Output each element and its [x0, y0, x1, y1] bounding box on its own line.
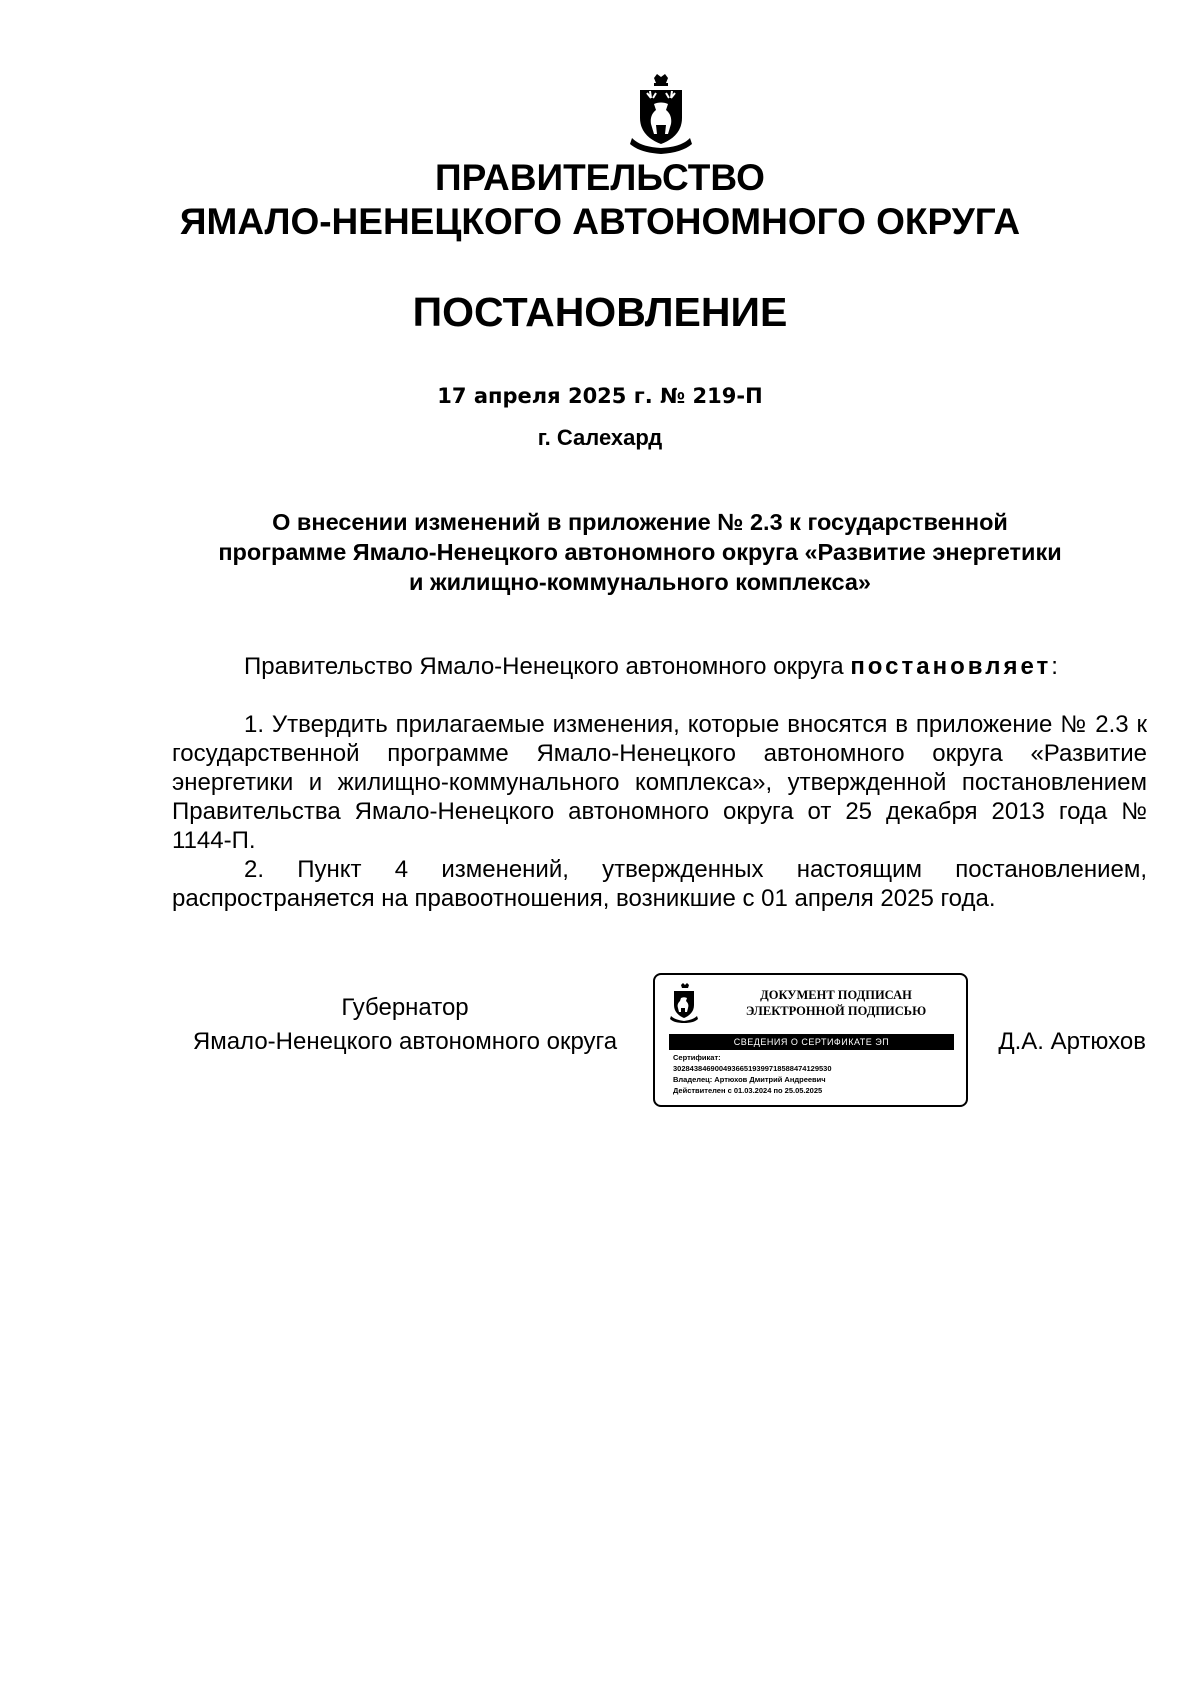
- stamp-coat-of-arms-icon: [669, 983, 699, 1023]
- subject-line-1: О внесении изменений в приложение № 2.3 к государственной: [272, 509, 1008, 535]
- stamp-title: [711, 987, 961, 1019]
- signatory-position: [168, 991, 642, 1059]
- city: г. Салехард: [537, 425, 663, 450]
- preamble-colon: :: [1051, 653, 1058, 680]
- org-name-line1: ПРАВИТЕЛЬСТВО: [435, 157, 765, 198]
- certificate-owner: Владелец: Артюхов Дмитрий Андреевич: [673, 1075, 826, 1084]
- certificate-label: Сертификат:: [673, 1053, 721, 1062]
- paragraph-item-2: 2. Пункт 4 изменений, утвержденных настоящим постановлением, распространяется на правоотношения, возникшие с 01 апреля 2025 года.: [172, 856, 1147, 912]
- date-number: 17 апреля 2025 г. № 219-П: [437, 384, 763, 408]
- certificate-validity: Действителен с 01.03.2024 по 25.05.2025: [673, 1086, 823, 1095]
- stamp-title-line-2: ЭЛЕКТРОННОЙ ПОДПИСЬЮ: [745, 1004, 927, 1018]
- preamble-text: Правительство Ямало-Ненецкого автономного округа: [244, 653, 844, 680]
- paragraph-item-1: 1. Утвердить прилагаемые изменения, которые вносятся в приложение № 2.3 к государственной программе Ямало-Ненецкого автономного округа «Развитие энергетики и жилищно-коммунального комплекса», утвержденной постановлением Правительства Ямало-Ненецкого автономного округа от 25 декабря 2013 года № 1144-П.: [172, 711, 1147, 854]
- position-line-1: Губернатор: [341, 994, 469, 1021]
- org-name-line2: ЯМАЛО-НЕНЕЦКОГО АВТОНОМНОГО ОКРУГА: [179, 201, 1021, 242]
- signatory-name: Д.А. Артюхов: [998, 1028, 1146, 1055]
- subject-line-2: программе Ямало-Ненецкого автономного округа «Развитие энергетики: [218, 539, 1062, 565]
- preamble-verb: постановляет: [850, 653, 1052, 680]
- position-line-2: Ямало-Ненецкого автономного округа: [192, 1028, 618, 1055]
- stamp-title-line-1: ДОКУМЕНТ ПОДПИСАН: [760, 988, 912, 1002]
- subject-heading: [150, 507, 1130, 597]
- certificate-info-bar: СВЕДЕНИЯ О СЕРТИФИКАТЕ ЭП: [669, 1034, 954, 1050]
- document-type: ПОСТАНОВЛЕНИЕ: [412, 289, 788, 335]
- electronic-signature-stamp: [653, 973, 968, 1107]
- coat-of-arms-icon: [624, 72, 698, 154]
- preamble: [172, 652, 1147, 681]
- subject-line-3: и жилищно-коммунального комплекса»: [409, 569, 871, 595]
- certificate-number: 30284384690049366519399718588474129530: [673, 1064, 832, 1073]
